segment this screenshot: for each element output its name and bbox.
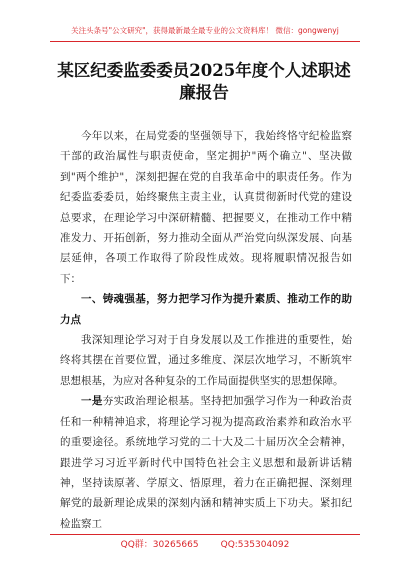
paragraph-lead-label: 一是 xyxy=(81,395,103,408)
header-banner: 关注头条号"公文研究"，获得最新最全最专业的公文资料库！ 微信：gongwenyj xyxy=(71,26,339,35)
footer-divider xyxy=(50,534,360,535)
document-body xyxy=(60,126,352,534)
footer-qq: QQ:535304092 xyxy=(220,540,290,550)
footer-qq-group: QQ群：30265665 xyxy=(120,540,199,550)
body-paragraph: 我深知理论学习对于自身发展以及工作推进的重要性，始终将其摆在首要位置，通过多维度、深层次地学习，不断筑牢思想根基，为应对各种复杂的工作局面提供坚实的思想保障。 xyxy=(60,334,352,387)
intro-paragraph: 今年以来，在局党委的坚强领导下，我始终恪守纪检监察干部的政治属性与职责使命，坚定拥护"两个确立"、坚决做到"两个维护"，深刻把握在党的自我革命中的职责任务。作为纪委监委委员，始终聚焦主责主业，认真贯彻新时代党的建设总要求，在理论学习中深研精髓、把握要义，在推动工作中精准发力、开拓创新，努力推动全面从严治党向纵深发展、向基层延伸，各项工作取得了阶段性成效。现将履职情况报告如下： xyxy=(60,130,352,285)
paragraph-text: 夯实政治理论根基。坚持把加强学习作为一种政治责任和一种精神追求，将理论学习视为提高政治素养和政治水平的重要途径。系统地学习党的二十大及二十届历次全会精神，跟进学习习近平新时代中国特色社会主义思想和最新讲话精神，坚持读原著、学原文、悟原理，着力在正确把握、深刻理解党的最新理论成果的深刻内涵和精神实质上下功夫。紧扣纪检监察工 xyxy=(60,395,353,530)
header-divider xyxy=(50,41,360,42)
body-paragraph-with-lead xyxy=(60,391,352,534)
document-title: 某区纪委监委委员2025年度个人述职述廉报告 xyxy=(57,61,351,102)
footer xyxy=(50,539,360,551)
section-heading: 一、铸魂强基，努力把学习作为提升素质、推动工作的助力点 xyxy=(60,293,352,326)
